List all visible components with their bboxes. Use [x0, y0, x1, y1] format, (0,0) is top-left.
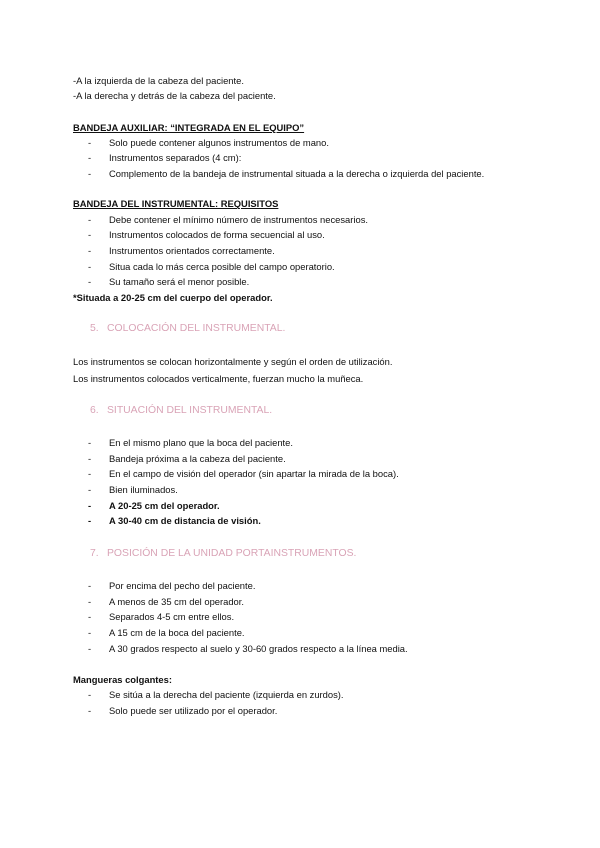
- list-item-text: Bien iluminados.: [109, 484, 178, 495]
- bullet-dash: -: [88, 453, 92, 464]
- list-item: [88, 627, 245, 639]
- bullet-dash: -: [88, 643, 92, 654]
- list-item-text: Por encima del pecho del paciente.: [109, 580, 256, 591]
- list-item-text: Se sitúa a la derecha del paciente (izquierda en zurdos).: [109, 689, 344, 700]
- bandeja-instrumental-title: BANDEJA DEL INSTRUMENTAL: REQUISITOS: [73, 198, 279, 209]
- list-item-text: A 20-25 cm del operador.: [109, 500, 220, 511]
- list-item: [88, 168, 484, 180]
- bullet-dash: -: [88, 214, 92, 225]
- list-item-text: En el campo de visión del operador (sin apartar la mirada de la boca).: [109, 468, 399, 479]
- list-item: [88, 515, 261, 527]
- bullet-dash: -: [88, 152, 92, 163]
- section-number: 5.: [90, 323, 99, 334]
- list-item-text: A menos de 35 cm del operador.: [109, 596, 244, 607]
- list-item: [88, 453, 286, 465]
- intro-line: -A la izquierda de la cabeza del paciente.: [73, 75, 244, 86]
- section-title: SITUACIÓN DEL INSTRUMENTAL.: [107, 405, 273, 416]
- bullet-dash: -: [88, 484, 92, 495]
- section-number: 6.: [90, 405, 99, 416]
- list-item: [88, 152, 241, 164]
- bullet-dash: -: [88, 468, 92, 479]
- section-title: COLOCACIÓN DEL INSTRUMENTAL.: [107, 323, 286, 334]
- bullet-dash: -: [88, 515, 92, 526]
- bandeja-note: *Situada a 20-25 cm del cuerpo del operador.: [73, 292, 273, 303]
- list-item-text: A 30 grados respecto al suelo y 30-60 grados respecto a la línea media.: [109, 643, 408, 654]
- list-item-text: Situa cada lo más cerca posible del campo operatorio.: [109, 261, 335, 272]
- list-item-text: Bandeja próxima a la cabeza del paciente.: [109, 453, 286, 464]
- list-item: [88, 484, 178, 496]
- list-item: [88, 137, 329, 149]
- list-item: [88, 705, 277, 717]
- list-item-text: Debe contener el mínimo número de instrumentos necesarios.: [109, 214, 368, 225]
- bullet-dash: -: [88, 596, 92, 607]
- paragraph-line: Los instrumentos colocados verticalmente, fuerzan mucho la muñeca.: [73, 373, 364, 384]
- bullet-dash: -: [88, 580, 92, 591]
- bullet-dash: -: [88, 276, 92, 287]
- list-item: [88, 500, 220, 512]
- list-item: [88, 580, 255, 592]
- list-item-text: Instrumentos colocados de forma secuencial al uso.: [109, 229, 325, 240]
- list-item-text: Su tamaño será el menor posible.: [109, 276, 250, 287]
- paragraph-line: Los instrumentos se colocan horizontalmente y según el orden de utilización.: [73, 356, 393, 367]
- list-item: [88, 276, 249, 288]
- bullet-dash: -: [88, 611, 92, 622]
- list-item: [88, 611, 234, 623]
- bullet-dash: -: [88, 229, 92, 240]
- list-item: [88, 229, 325, 241]
- list-item: [88, 437, 293, 449]
- bullet-dash: -: [88, 245, 92, 256]
- bandeja-auxiliar-title: BANDEJA AUXILIAR: “INTEGRADA EN EL EQUIPO”: [73, 122, 305, 133]
- list-item: [88, 643, 408, 655]
- bullet-dash: -: [88, 437, 92, 448]
- list-item: [88, 245, 275, 257]
- list-item: [88, 214, 368, 226]
- list-item: [88, 468, 399, 480]
- intro-line: -A la derecha y detrás de la cabeza del paciente.: [73, 90, 276, 101]
- list-item-text: Instrumentos separados (4 cm):: [109, 152, 242, 163]
- list-item-text: Separados 4-5 cm entre ellos.: [109, 611, 235, 622]
- mangueras-title: Mangueras colgantes:: [73, 674, 172, 685]
- bullet-dash: -: [88, 500, 92, 511]
- list-item-text: A 30-40 cm de distancia de visión.: [109, 515, 261, 526]
- bullet-dash: -: [88, 261, 92, 272]
- list-item-text: Solo puede ser utilizado por el operador.: [109, 705, 278, 716]
- section-heading: [90, 322, 285, 335]
- list-item-text: En el mismo plano que la boca del paciente.: [109, 437, 293, 448]
- bullet-dash: -: [88, 689, 92, 700]
- bullet-dash: -: [88, 168, 92, 179]
- list-item-text: Complemento de la bandeja de instrumental situada a la derecha o izquierda del paciente.: [109, 168, 485, 179]
- bullet-dash: -: [88, 627, 92, 638]
- section-heading: [90, 404, 272, 417]
- bullet-dash: -: [88, 705, 92, 716]
- section-heading: [90, 547, 356, 560]
- section-title: POSICIÓN DE LA UNIDAD PORTAINSTRUMENTOS.: [107, 548, 357, 559]
- list-item-text: Instrumentos orientados correctamente.: [109, 245, 275, 256]
- section-number: 7.: [90, 548, 99, 559]
- list-item-text: Solo puede contener algunos instrumentos de mano.: [109, 137, 329, 148]
- list-item: [88, 596, 244, 608]
- bullet-dash: -: [88, 137, 92, 148]
- list-item-text: A 15 cm de la boca del paciente.: [109, 627, 245, 638]
- list-item: [88, 689, 344, 701]
- list-item: [88, 261, 335, 273]
